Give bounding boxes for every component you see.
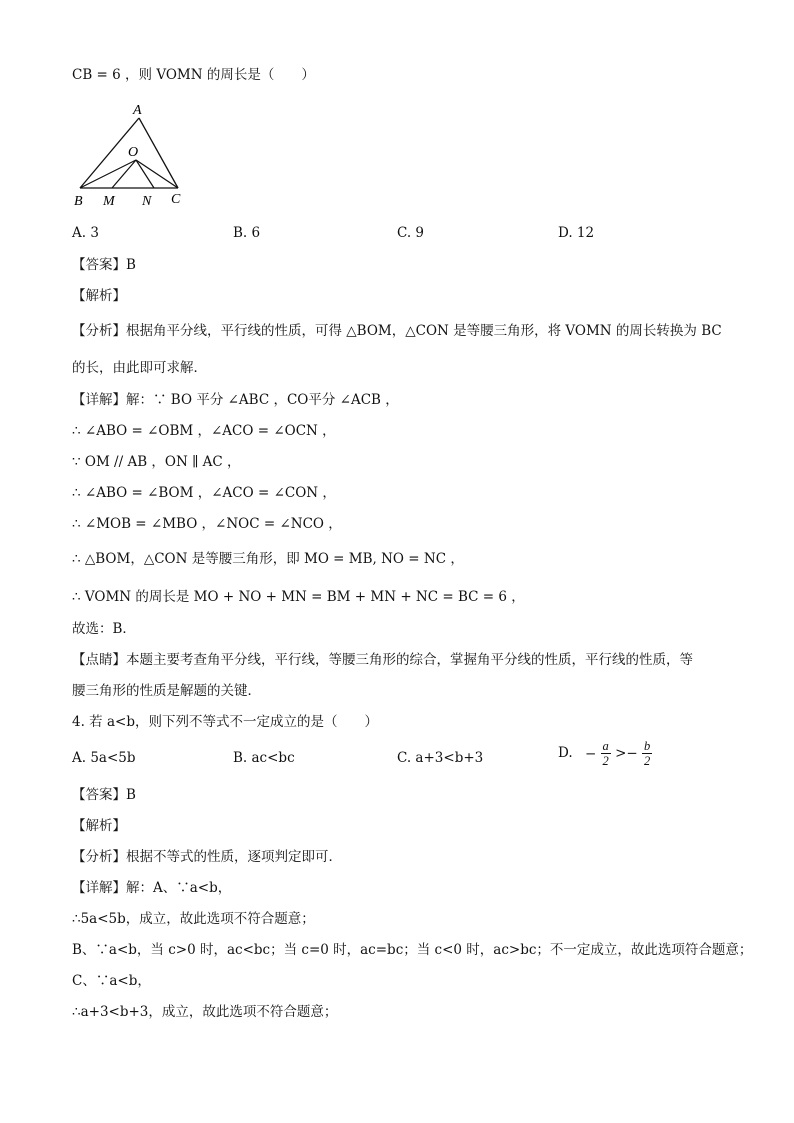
q3-comment-line2: 腰三角形的性质是解题的关键． — [72, 683, 261, 699]
q3-detail-line-8: 故选：B． — [72, 621, 136, 637]
q4-option-d — [558, 739, 652, 768]
q4-detail-line-2: ∴5a<5b，成立，故此选项不符合题意； — [72, 911, 315, 927]
q3-option-c: C. 9 — [397, 225, 425, 241]
q3-option-a: A. 3 — [72, 225, 99, 241]
q3-detail-line-4: ∴ ∠ABO = ∠BOM ，∠ACO = ∠CON ， — [72, 485, 336, 501]
q3-answer: 【答案】B — [72, 257, 136, 273]
label-m: M — [103, 194, 115, 209]
q4-option-c: C. a+3<b+3 — [397, 750, 484, 766]
fraction-b-over-2 — [642, 739, 652, 768]
q3-detail-line-6: ∴ △BOM，△CON 是等腰三角形，即 MO = MB, NO = NC ， — [72, 551, 464, 567]
label-b: B — [74, 194, 83, 209]
segment-on — [136, 160, 154, 188]
q4-fenxi: 【分析】根据不等式的性质，逐项判定即可． — [72, 849, 342, 865]
segment-co — [136, 160, 178, 188]
q3-fenxi-line2: 的长，由此即可求解． — [72, 360, 207, 376]
q4-option-a: A. 5a<5b — [72, 750, 136, 766]
q4-analysis-header: 【解析】 — [72, 818, 126, 834]
segment-bo — [80, 160, 136, 188]
q3-detail-line-5: ∴ ∠MOB = ∠MBO ，∠NOC = ∠NCO ， — [72, 516, 342, 532]
label-c: C — [171, 192, 181, 207]
minus-sign: − — [584, 745, 597, 762]
q3-option-d: D. 12 — [558, 225, 595, 241]
fraction-a-denominator: 2 — [602, 754, 609, 768]
label-o: O — [128, 145, 139, 160]
q3-detail-line-3: ∵ OM // AB ，ON ∥ AC ， — [72, 454, 241, 470]
intro-line: CB = 6 ，则 VOMN 的周长是（ ） — [72, 67, 315, 83]
fraction-b-denominator: 2 — [644, 754, 651, 768]
fraction-a-over-2 — [601, 739, 611, 768]
q3-analysis-header: 【解析】 — [72, 288, 126, 304]
fraction-b-numerator: b — [644, 739, 651, 753]
fraction-a-numerator: a — [602, 739, 609, 753]
q4-option-d-prefix: D. — [558, 745, 573, 761]
q4-detail-line-3: B、∵a<b，当 c>0 时，ac<bc；当 c=0 时，ac=bc；当 c<0 时，ac>bc；不一定成立，故此选项符合题意； — [72, 942, 753, 958]
q4-detail-line-4: C、∵a<b， — [72, 973, 151, 989]
q3-detail-line-2: ∴ ∠ABO = ∠OBM ，∠ACO = ∠OCN ， — [72, 423, 336, 439]
q4-answer: 【答案】B — [72, 787, 136, 803]
q4-question: 4. 若 a<b，则下列不等式不一定成立的是（ ） — [72, 714, 378, 730]
q4-detail-line-1: 【详解】解：A、∵a<b， — [72, 880, 232, 896]
q3-option-b: B. 6 — [233, 225, 261, 241]
segment-om — [112, 160, 136, 188]
q4-option-b: B. ac<bc — [233, 750, 295, 766]
q3-fenxi-line1: 【分析】根据角平分线，平行线的性质，可得 △BOM，△CON 是等腰三角形，将 VOMN 的周长转换为 BC — [72, 323, 722, 339]
label-n: N — [142, 194, 152, 209]
q3-detail-line-7: ∴ VOMN 的周长是 MO + NO + MN = BM + MN + NC = BC = 6 ， — [72, 589, 525, 605]
label-a: A — [133, 103, 142, 118]
greater-than-minus-sign: >− — [615, 745, 638, 762]
triangle-figure — [72, 100, 212, 212]
q3-detail-line-1: 【详解】解：∵ BO 平分 ∠ABC ，CO平分 ∠ACB ， — [72, 392, 399, 408]
q4-detail-line-5: ∴a+3<b+3，成立，故此选项不符合题意； — [72, 1004, 338, 1020]
q3-comment-line1: 【点睛】本题主要考查角平分线，平行线，等腰三角形的综合，掌握角平分线的性质，平行线的性质，等 — [72, 652, 693, 668]
edge-ac — [139, 118, 178, 188]
